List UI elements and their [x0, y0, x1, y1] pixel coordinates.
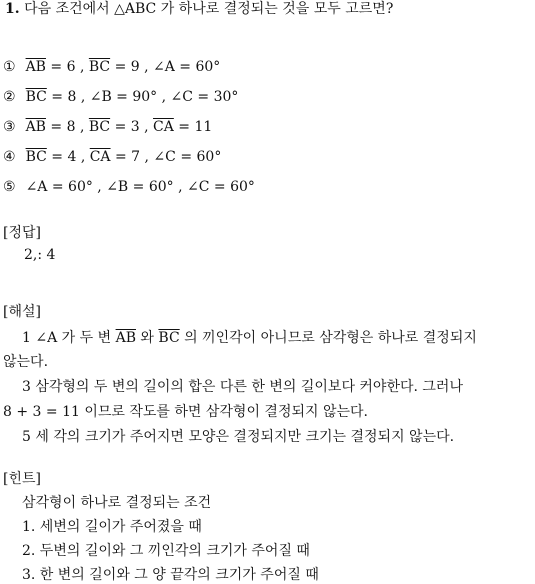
math-text: = 6 , — [45, 59, 89, 75]
math-text: = 9 , ∠A = 60° — [110, 59, 221, 75]
math-text: = 8 , ∠B = 90° , ∠C = 30° — [46, 89, 239, 105]
segment-label: $\overline{BC}$ — [88, 59, 111, 75]
answer-text: 2,: 4 — [24, 247, 56, 263]
option-marker: ③ — [3, 119, 16, 135]
hint-item: 1. 세변의 길이가 주어졌을 때 — [22, 519, 202, 535]
segment-label: $\overline{BC}$ — [88, 119, 111, 135]
hint-heading: [힌트] — [3, 471, 41, 487]
math-text: = 8 , — [45, 119, 89, 135]
explanation-line-5: 5 세 각의 크기가 주어지면 모양은 결정되지만 크기는 결정되지 않는다. — [22, 429, 455, 445]
math-text: = 7 , ∠C = 60° — [110, 149, 222, 165]
segment-label: $\overline{BC}$ — [25, 149, 47, 165]
math-text: = 3 , — [110, 119, 154, 135]
segment-label: $\overline{BC}$ — [25, 89, 47, 105]
question-number: 1. — [5, 1, 20, 17]
hint-item: 2. 두변의 길이와 그 끼인각의 크기가 주어질 때 — [22, 543, 310, 559]
segment-label: $\overline{BC}$ — [158, 330, 180, 346]
option-1[interactable] — [3, 58, 220, 76]
explanation-line-4: 8 + 3 = 11 이므로 작도를 하면 삼각형이 결정되지 않는다. — [3, 404, 368, 420]
math-text: 1 ∠A 가 두 변 — [22, 330, 116, 346]
segment-label: $\overline{AB}$ — [115, 330, 136, 346]
segment-label: $\overline{AB}$ — [25, 59, 46, 75]
explanation-line-1 — [22, 329, 477, 347]
option-marker: ① — [3, 59, 16, 75]
explanation-line-2: 않는다. — [3, 354, 49, 370]
option-3[interactable] — [3, 118, 212, 136]
option-marker: ④ — [3, 149, 16, 165]
explanation-heading: [해설] — [3, 304, 41, 320]
explanation-line-3: 3 삼각형의 두 변의 길이의 합은 다른 한 변의 길이보다 커야한다. 그러나 — [22, 379, 463, 395]
math-text: = 4 , — [46, 149, 90, 165]
math-text: ∠A = 60° , ∠B = 60° , ∠C = 60° — [25, 179, 255, 195]
hint-title: 삼각형이 하나로 결정되는 조건 — [22, 495, 212, 511]
segment-label: $\overline{AB}$ — [25, 119, 46, 135]
option-marker: ② — [3, 89, 16, 105]
question-line — [5, 0, 393, 18]
segment-label: $\overline{CA}$ — [153, 119, 174, 135]
math-text: 의 끼인각이 아니므로 삼각형은 하나로 결정되지 — [179, 330, 477, 346]
option-2[interactable] — [3, 88, 238, 106]
segment-label: $\overline{CA}$ — [89, 149, 111, 165]
answer-heading: [정답] — [3, 225, 41, 241]
question-text: 다음 조건에서 △ABC 가 하나로 결정되는 것을 모두 고르면? — [24, 1, 394, 17]
math-text: 와 — [135, 330, 159, 346]
option-4[interactable] — [3, 148, 221, 166]
option-marker: ⑤ — [3, 179, 16, 195]
math-text: = 11 — [173, 119, 213, 135]
option-5[interactable] — [3, 178, 255, 196]
hint-item: 3. 한 변의 길이와 그 양 끝각의 크기가 주어질 때 — [22, 567, 319, 583]
